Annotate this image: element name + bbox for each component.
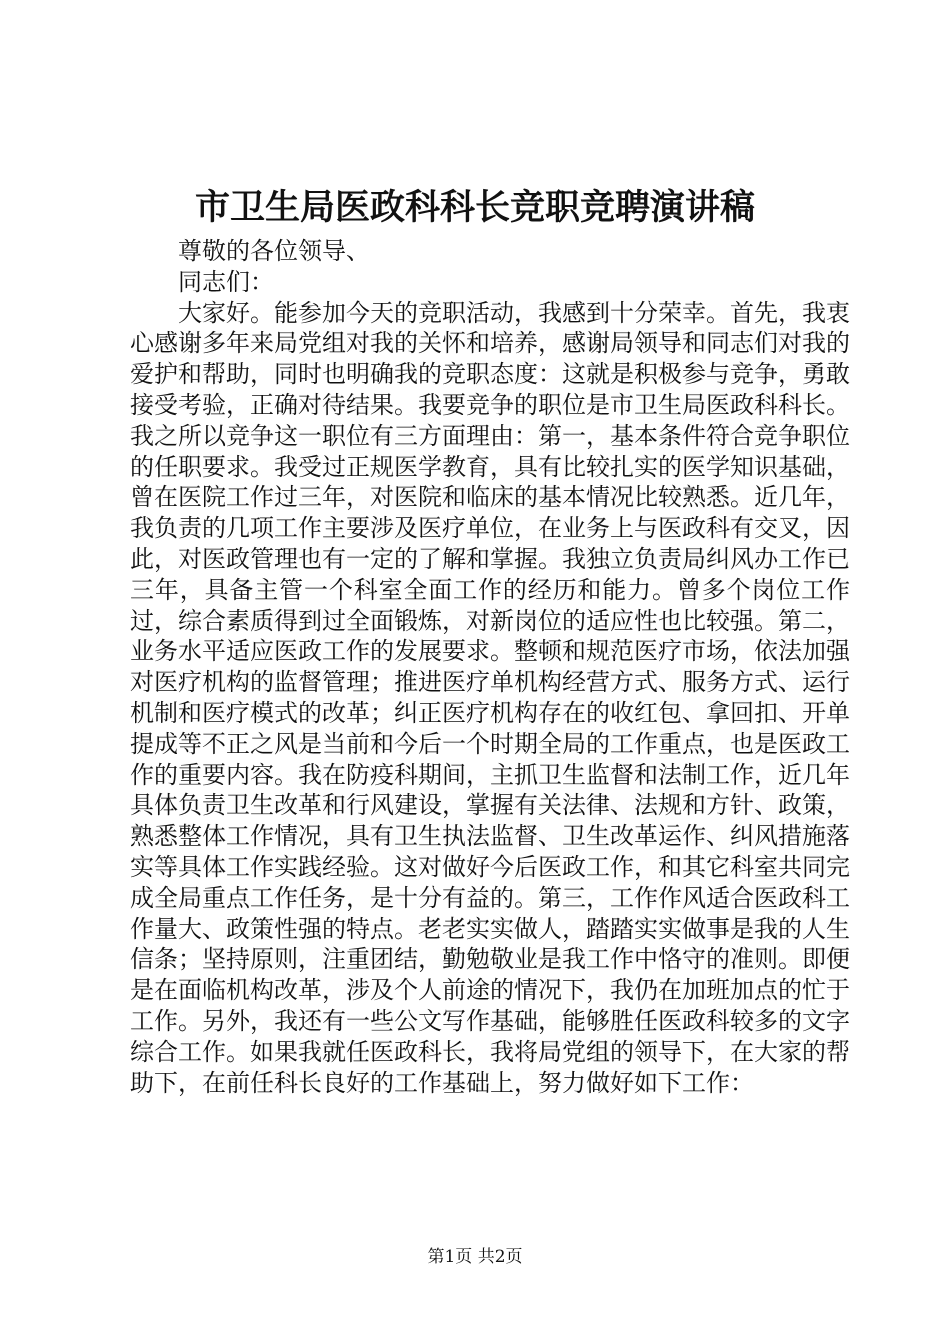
document-title: 市卫生局医政科科长竞职竞聘演讲稿 <box>194 187 755 228</box>
salutation-line-1: 尊敬的各位领导、 <box>178 237 370 265</box>
salutation-line-2: 同志们： <box>178 267 274 296</box>
body-paragraph: 大家好。能参加今天的竞职活动，我感到十分荣幸。首先，我衷心感谢多年来局党组对我的关怀和培养，感谢局领导和同志们对我的爱护和帮助，同时也明确我的竞职态度：这就是积极参与竞争，勇敢接受考验，正确对待结果。我要竞争的职位是市卫生局医政科科长。我之所以竞争这一职位有三方面理由：第一，基本条件符合竞争职位的任职要求。我受过正规医学教育，具有比较扎实的医学知识基础，曾在医院工作过三年，对医院和临床的基本情况比较熟悉。近几年，我负责的几项工作主要涉及医疗单位，在业务上与医政科有交叉，因此，对医政管理也有一定的了解和掌握。我独立负责局纠风办工作已三年，具备主管一个科室全面工作的经历和能力。曾多个岗位工作过，综合素质得到过全面锻炼，对新岗位的适应性也比较强。第二，业务水平适应医政工作的发展要求。整顿和规范医疗市场，依法加强对医疗机构的监督管理；推进医疗单机构经营方式、服务方式、运行机制和医疗模式的改革；纠正医疗机构存在的收红包、拿回扣、开单提成等不正之风是当前和今后一个时期全局的工作重点，也是医政工作的重要内容。我在防疫科期间，主抓卫生监督和法制工作，近几年具体负责卫生改革和行风建设，掌握有关法律、法规和方针、政策，熟悉整体工作情况，具有卫生执法监督、卫生改革运作、纠风措施落实等具体工作实践经验。这对做好今后医政工作，和其它科室共同完成全局重点工作任务，是十分有益的。第三，工作作风适合医政科工作量大、政策性强的特点。老老实实做人，踏踏实实做事是我的人生信条；坚持原则，注重团结，勤勉敬业是我工作中恪守的准则。即便是在面临机构改革，涉及个人前途的情况下，我仍在加班加点的忙于工作。另外，我还有一些公文写作基础，能够胜任医政科较多的文字综合工作。如果我就任医政科长，我将局党组的领导下，在大家的帮助下，在前任科长良好的工作基础上，努力做好如下工作： <box>130 298 850 1097</box>
document-body <box>130 236 850 1098</box>
page-number-footer: 第1页 共2页 <box>427 1247 523 1267</box>
